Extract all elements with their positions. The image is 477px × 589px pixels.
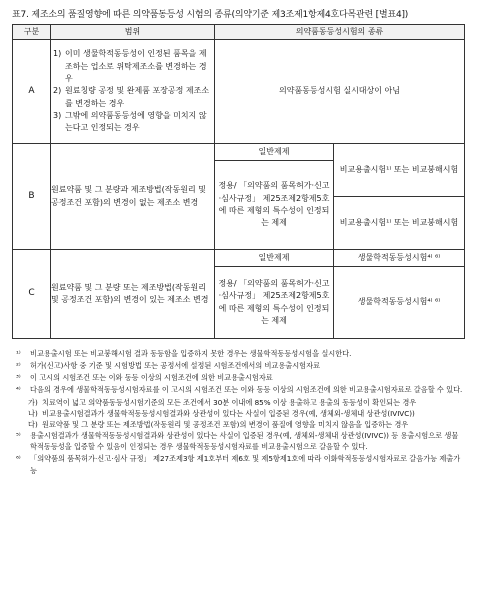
- footnote: ⁴⁾ 다음의 경우에 생물학적동등성시험자료를 이 고시의 시험조건 또는 이와 동등 이상의 시험조건에 의한 비교용출시험자료로 갈음할 수 있다.: [16, 385, 463, 395]
- scope-item: 3) 그밖에 의약품동등성에 영향을 미치지 않는다고 인정되는 경우: [53, 111, 207, 133]
- header-test-kind: 의약품동등성시험의 종류: [215, 25, 465, 40]
- footnote: ²⁾ 허가(신고)사항 중 기준 및 시험방법 또는 공정서에 설정된 시험조건에서의 비교용출시험자료: [16, 361, 321, 371]
- table-header-row: [13, 25, 465, 40]
- table-row-c: [13, 250, 465, 339]
- table-row-b: [13, 144, 465, 250]
- scope-cell-a: [51, 40, 215, 144]
- row-label-b: B: [13, 144, 51, 250]
- subheader-general: 일반제제: [215, 144, 333, 161]
- scope-item: 2) 원료칭량 공정 및 완제품 포장공정 제조소를 변경하는 경우: [53, 86, 210, 108]
- footnotes: [16, 348, 464, 477]
- header-scope: 범위: [51, 25, 215, 40]
- bioequivalence-text: 생물학적동등성시험⁴⁾ ⁶⁾: [334, 250, 464, 267]
- footnote: ³⁾ 이 고시의 시험조건 또는 이와 동등 이상의 시험조건에 의한 비교용출시험자료: [16, 373, 273, 383]
- footnote-subitem: 가) 치료역이 넓고 의약품동등성시험기준의 모든 조건에서 30분 이내에 85% 이상 용출하고 용출의 동등성이 확인되는 경우: [28, 397, 417, 407]
- footnote: ⁶⁾ 「의약품의 품목허가·신고·심사 규정」 제27조제3항 제1호부터 제6호 및 제5항제1호에 따라 이화학적동등성시험자료로 갈음가능 제출가능: [16, 454, 461, 475]
- table-row-a: [13, 40, 465, 144]
- row-label-c: C: [13, 250, 51, 339]
- footnote-subitem: 나) 비교용출시험결과가 생물학적동등성시험결과와 상관성이 있다는 사실이 입증된 경우(예, 생체외-생체내 상관성(IVIVC)): [28, 408, 415, 418]
- bioequivalence-text-2: 생물학적동등성시험⁴⁾ ⁶⁾: [357, 297, 441, 307]
- footnote-subitem: 다) 원료약품 및 그 분량 또는 제조방법(작동원리 및 공정조건 포함)의 변경이 품질에 영향을 미치지 않음을 입증하는 경우: [28, 419, 409, 429]
- scope-cell-b: 원료약품 및 그 분량과 제조방법(작동원리 및 공정조건 포함)의 변경이 없는 제조소 변경: [51, 144, 215, 250]
- row-label-a: A: [13, 40, 51, 144]
- comparative-dissolution-text: 비교용출시험¹⁾ 또는 비교붕해시험: [334, 144, 464, 197]
- comparative-dissolution-text-2: 비교용출시험¹⁾ 또는 비교붕해시험: [339, 217, 459, 227]
- special-formulation-text: 정용/ 「의약품의 품목허가·신고·심사규정」 제25조제2항제5호에 따른 제형의 특수성이 인정되는 제제: [218, 278, 330, 325]
- scope-item: 1) 이미 생물학적동등성이 인정된 품목을 제조하는 업소로 위탁제조소를 변경하는 경우: [53, 49, 207, 83]
- kind-cell-b: [215, 144, 465, 250]
- footnote: ¹⁾ 비교용출시험 또는 비교붕해시험 결과 동등함을 입증하지 못한 경우는 생물학적동등성시험을 실시한다.: [16, 349, 352, 358]
- subheader-general: 일반제제: [215, 250, 333, 267]
- scope-cell-c: 원료약품 및 그 분량 또는 제조방법(작동원리 및 공정조건 포함)의 변경이 있는 제조소 변경: [51, 250, 215, 339]
- kind-cell-a: 의약품동등성시험 실시대상이 아님: [215, 40, 465, 144]
- header-category: 구분: [13, 25, 51, 40]
- kind-cell-c: [215, 250, 465, 339]
- equivalence-table: [12, 24, 465, 339]
- document-title: 표7. 제조소의 품질영향에 따른 의약품동등성 시험의 종류(의약기준 제3조제1항제4호다목관련 [별표4]): [12, 10, 409, 20]
- footnote: ⁵⁾ 용출시험결과가 생물학적동등성시험결과와 상관성이 있다는 사실이 입증된 경우(예, 생체외-생체내 상관성(IVIVC)) 등 용출시험으로 생물학적동등성을 입증할 수 있음이 인정되는 경우 생물학적동등성시험자료를 비교용출시험으로 갈음할 수 있다.: [16, 431, 459, 452]
- special-formulation-text: 정용/ 「의약품의 품목허가·신고·심사규정」 제25조제2항제5호에 따른 제형의 특수성이 인정되는 제제: [218, 181, 330, 228]
